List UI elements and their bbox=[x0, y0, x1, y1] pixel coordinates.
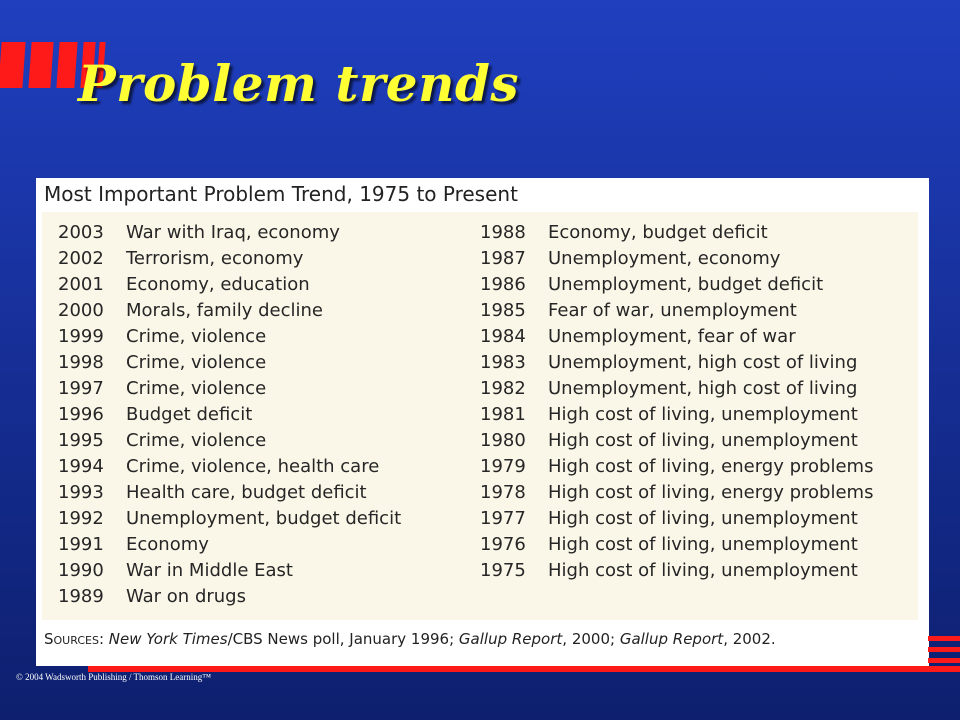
trend-table bbox=[42, 212, 918, 620]
row-problem: War with Iraq, economy bbox=[126, 222, 340, 243]
row-problem: High cost of living, unemployment bbox=[548, 534, 858, 555]
row-year: 2002 bbox=[58, 248, 104, 269]
row-year: 1980 bbox=[480, 430, 526, 451]
row-problem: High cost of living, unemployment bbox=[548, 404, 858, 425]
table-row bbox=[480, 428, 873, 454]
source-gallup-2: Gallup Report bbox=[619, 630, 724, 648]
table-row bbox=[58, 376, 401, 402]
table-row bbox=[480, 246, 873, 272]
table-row bbox=[58, 558, 401, 584]
row-year: 1978 bbox=[480, 482, 526, 503]
table-row bbox=[480, 324, 873, 350]
table-row bbox=[480, 376, 873, 402]
row-year: 1993 bbox=[58, 482, 104, 503]
row-problem: Morals, family decline bbox=[126, 300, 323, 321]
table-row bbox=[58, 506, 401, 532]
row-problem: Crime, violence bbox=[126, 378, 267, 399]
source-sep-2: , 2002. bbox=[723, 630, 776, 648]
row-problem: Health care, budget deficit bbox=[126, 482, 367, 503]
figure-title: Most Important Problem Trend, 1975 to Present bbox=[44, 182, 518, 206]
source-nyt: New York Times bbox=[108, 630, 228, 648]
row-year: 1989 bbox=[58, 586, 104, 607]
row-problem: High cost of living, energy problems bbox=[548, 482, 874, 503]
table-row bbox=[480, 350, 873, 376]
table-row bbox=[58, 246, 401, 272]
table-row bbox=[58, 454, 401, 480]
row-problem: Budget deficit bbox=[126, 404, 253, 425]
row-problem: Unemployment, high cost of living bbox=[548, 352, 858, 373]
row-year: 1986 bbox=[480, 274, 526, 295]
row-year: 1995 bbox=[58, 430, 104, 451]
red-lines-decoration bbox=[0, 636, 960, 676]
row-problem: Unemployment, high cost of living bbox=[548, 378, 858, 399]
problem-trend-figure bbox=[36, 178, 929, 666]
row-year: 1982 bbox=[480, 378, 526, 399]
row-year: 1990 bbox=[58, 560, 104, 581]
row-problem: Unemployment, budget deficit bbox=[548, 274, 824, 295]
row-year: 1992 bbox=[58, 508, 104, 529]
table-column-left bbox=[58, 220, 401, 610]
row-problem: High cost of living, unemployment bbox=[548, 560, 858, 581]
table-row bbox=[480, 480, 873, 506]
row-problem: High cost of living, energy problems bbox=[548, 456, 874, 477]
sources-label: Sources: bbox=[44, 630, 104, 648]
row-year: 1987 bbox=[480, 248, 526, 269]
row-year: 1994 bbox=[58, 456, 104, 477]
table-row bbox=[58, 298, 401, 324]
row-year: 1985 bbox=[480, 300, 526, 321]
table-row bbox=[480, 220, 873, 246]
row-year: 1996 bbox=[58, 404, 104, 425]
row-year: 1977 bbox=[480, 508, 526, 529]
table-row bbox=[58, 584, 401, 610]
row-year: 2003 bbox=[58, 222, 104, 243]
table-row bbox=[480, 506, 873, 532]
row-problem: High cost of living, unemployment bbox=[548, 508, 858, 529]
row-year: 1983 bbox=[480, 352, 526, 373]
row-problem: War in Middle East bbox=[126, 560, 293, 581]
row-year: 1984 bbox=[480, 326, 526, 347]
row-problem: Crime, violence bbox=[126, 352, 267, 373]
row-problem: War on drugs bbox=[126, 586, 246, 607]
table-column-right bbox=[480, 220, 873, 584]
row-year: 1999 bbox=[58, 326, 104, 347]
row-year: 2000 bbox=[58, 300, 104, 321]
table-row bbox=[58, 480, 401, 506]
row-year: 1975 bbox=[480, 560, 526, 581]
table-row bbox=[480, 532, 873, 558]
table-row bbox=[58, 272, 401, 298]
row-year: 2001 bbox=[58, 274, 104, 295]
row-problem: Crime, violence, health care bbox=[126, 456, 380, 477]
row-problem: Terrorism, economy bbox=[126, 248, 304, 269]
row-problem: Fear of war, unemployment bbox=[548, 300, 797, 321]
table-row bbox=[480, 558, 873, 584]
row-problem: Crime, violence bbox=[126, 326, 267, 347]
source-cbs: /CBS News poll, January 1996; bbox=[227, 630, 459, 648]
row-problem: Unemployment, economy bbox=[548, 248, 781, 269]
table-row bbox=[480, 402, 873, 428]
table-row bbox=[58, 324, 401, 350]
table-row bbox=[480, 298, 873, 324]
row-year: 1979 bbox=[480, 456, 526, 477]
row-year: 1988 bbox=[480, 222, 526, 243]
row-problem: Economy bbox=[126, 534, 209, 555]
copyright-notice: © 2004 Wadsworth Publishing / Thomson Learning™ bbox=[16, 672, 212, 682]
row-year: 1997 bbox=[58, 378, 104, 399]
row-year: 1981 bbox=[480, 404, 526, 425]
row-year: 1998 bbox=[58, 352, 104, 373]
row-problem: Economy, education bbox=[126, 274, 310, 295]
table-row bbox=[58, 532, 401, 558]
table-row bbox=[58, 350, 401, 376]
row-problem: High cost of living, unemployment bbox=[548, 430, 858, 451]
table-row bbox=[480, 272, 873, 298]
table-row bbox=[58, 220, 401, 246]
row-problem: Unemployment, budget deficit bbox=[126, 508, 402, 529]
table-row bbox=[480, 454, 873, 480]
row-year: 1991 bbox=[58, 534, 104, 555]
table-row bbox=[58, 402, 401, 428]
row-problem: Unemployment, fear of war bbox=[548, 326, 796, 347]
row-problem: Economy, budget deficit bbox=[548, 222, 768, 243]
source-sep-1: , 2000; bbox=[562, 630, 620, 648]
row-problem: Crime, violence bbox=[126, 430, 267, 451]
slide-title: Problem trends bbox=[78, 54, 520, 113]
row-year: 1976 bbox=[480, 534, 526, 555]
table-row bbox=[58, 428, 401, 454]
source-gallup-1: Gallup Report bbox=[458, 630, 563, 648]
